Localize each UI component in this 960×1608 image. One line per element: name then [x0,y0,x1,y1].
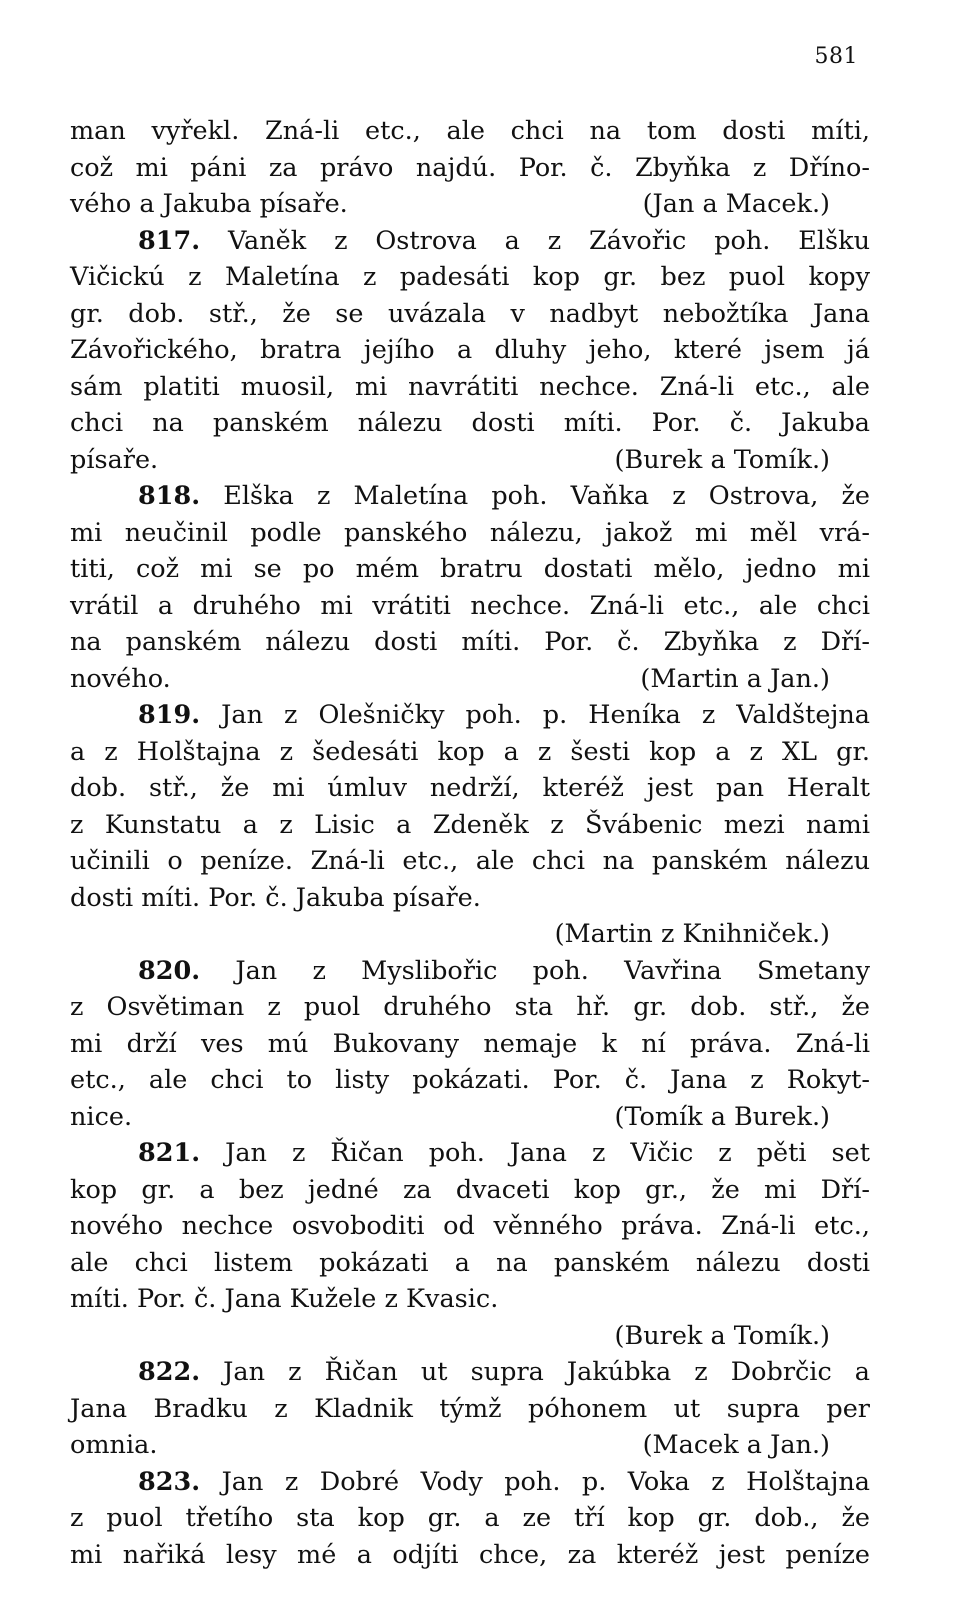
text-line: Závořického, bratra jejího a dluhy jeho, které jsem já [70,335,870,365]
entry-text: Jan z Olešničky poh. p. Heníka z Valdštejna [221,700,871,730]
entry-817 [70,223,870,260]
text-line: mi neučinil podle panského nálezu, jakož mi měl vrá- [70,517,870,548]
text-line-left: nice. [70,1101,133,1132]
entry-text: Vaněk z Ostrova a z Závořic poh. Elšku [227,225,871,256]
text-line [70,186,870,223]
entry-number: 818. [138,481,201,511]
entry-number: 822. [138,1357,201,1387]
text-line: Vičickú z Maletína z padesáti kop gr. bez puol kopy [70,262,870,292]
entry-number: 820. [138,955,201,986]
entry-text: Jan z Myslibořic poh. Vavřina Smetany [235,955,871,986]
text-line-right: (Martin a Jan.) [640,663,830,694]
text-line-left: omnia. [70,1430,158,1460]
text-line: etc., ale chci to listy pokázati. Por. č. Jana z Rokyt- [70,1065,870,1095]
text-line: z Osvětiman z puol druhého sta hř. gr. dob. stř., že [70,992,870,1022]
body-text [70,113,870,1573]
text-line: dosti míti. Por. č. Jakuba písaře. [70,882,481,913]
text-line: titi, což mi se po mém bratru dostati mělo, jedno mi [70,554,870,584]
text-line-right: (Martin z Knihniček.) [554,919,830,949]
text-line: vrátil a druhého mi vrátiti nechce. Zná-li etc., ale chci [70,590,870,621]
entry-number: 819. [138,700,201,730]
text-line: a z Holštajna z šedesáti kop a z šesti kop a z XL gr. [70,736,870,767]
entry-text: Jan z Řičan poh. Jana z Vičic z pěti set [225,1138,870,1168]
text-line: na panském nálezu dosti míti. Por. č. Zbyňka z Dří- [70,627,870,657]
entry-text: Jan z Řičan ut supra Jakúbka z Dobrčic a [223,1357,871,1387]
text-line-right: (Jan a Macek.) [642,189,830,219]
text-line: z Kunstatu a z Lisic a Zdeněk z Švábenic mezi nami [70,809,870,840]
text-line: gr. dob. stř., že se uvázala v nadbyt nebožtíka Jana [70,298,870,329]
text-line: chci na panském nálezu dosti míti. Por. č. Jakuba [70,408,870,438]
text-line: nového nechce osvoboditi od věnného práva. Zná-li etc., [70,1211,870,1241]
entry-818 [70,478,870,515]
entry-number: 821. [138,1138,201,1168]
text-line: Jana Bradku z Kladnik týmž póhonem ut supra per [70,1393,870,1424]
text-line-left: nového. [70,663,171,694]
text-line [70,1099,870,1136]
text-line: sám platiti muosil, mi navrátiti nechce. Zná-li etc., ale [70,371,870,402]
entry-text: Elška z Maletína poh. Vaňka z Ostrova, že [223,481,870,511]
text-line: z puol třetího sta kop gr. a ze tří kop gr. dob., že [70,1503,870,1533]
text-line: man vyřekl. Zná-li etc., ale chci na tom dosti míti, [70,116,870,146]
entry-823 [70,1464,870,1501]
text-line: učinili o peníze. Zná-li etc., ale chci na panském nálezu [70,846,870,876]
text-line: což mi páni za právo najdú. Por. č. Zbyňka z Dříno- [70,152,870,183]
text-line-left: vého a Jakuba písaře. [70,189,348,219]
entry-819 [70,697,870,734]
text-line-right: (Burek a Tomík.) [614,444,830,475]
entry-text: Jan z Dobré Vody poh. p. Voka z Holštajna [221,1466,870,1497]
text-line: dob. stř., že mi úmluv nedrží, kteréž jest pan Heralt [70,773,870,803]
entry-822 [70,1354,870,1391]
text-line [70,661,870,698]
text-line-right: (Macek a Jan.) [642,1430,830,1460]
text-line-right: (Burek a Tomík.) [614,1320,830,1351]
page-number: 581 [814,44,858,69]
entry-820 [70,953,870,990]
text-line [70,1427,870,1464]
text-line: kop gr. a bez jedné za dvaceti kop gr., že mi Dří- [70,1174,870,1205]
text-line [70,442,870,479]
text-line: ale chci listem pokázati a na panském nálezu dosti [70,1247,870,1278]
entry-821 [70,1135,870,1172]
text-line-left: písaře. [70,444,159,475]
text-line: mi drží ves mú Bukovany nemaje k ní práva. Zná-li [70,1028,870,1059]
text-line: mi nařiká lesy mé a odjíti chce, za kteréž jest peníze [70,1539,870,1570]
text-line: míti. Por. č. Jana Kužele z Kvasic. [70,1284,499,1314]
text-line-right: (Tomík a Burek.) [614,1101,830,1132]
entry-number: 823. [138,1466,201,1497]
entry-number: 817. [138,225,201,256]
